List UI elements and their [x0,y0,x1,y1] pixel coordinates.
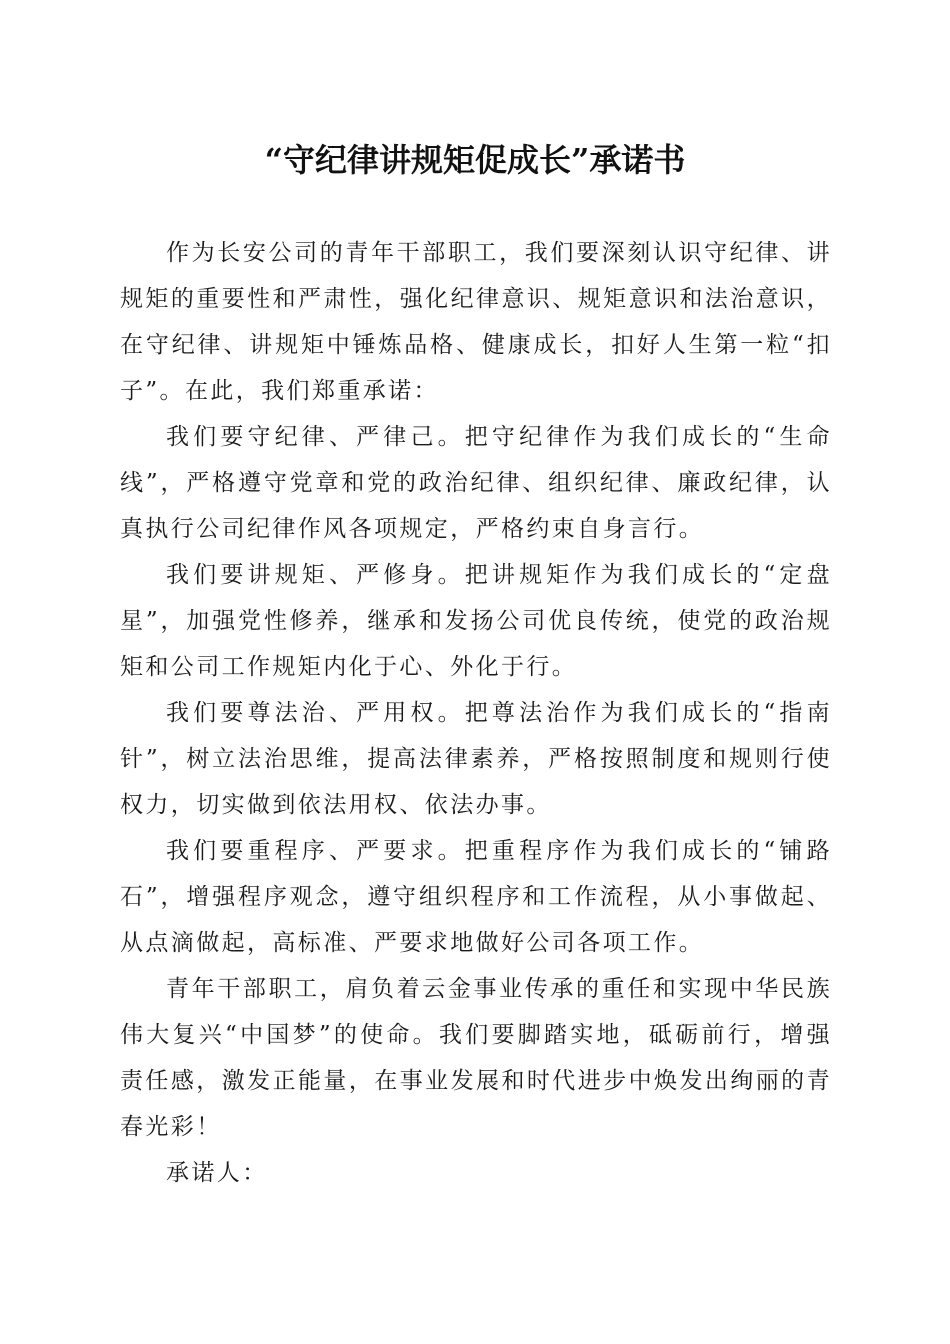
paragraph-rules: 我们要讲规矩、严修身。把讲规矩作为我们成长的“定盘星”，加强党性修养，继承和发扬公司优良传统，使党的政治规矩和公司工作规矩内化于心、外化于行。 [120,562,832,680]
paragraph-closing: 青年干部职工，肩负着云金事业传承的重任和实现中华民族伟大复兴“中国梦”的使命。我们要脚踏实地，砥砺前行，增强责任感，激发正能量，在事业发展和时代进步中焕发出绚丽的青春光彩！ [120,976,832,1140]
document-body [120,230,832,1196]
document-title: “守纪律讲规矩促成长”承诺书 [264,141,686,179]
paragraph-procedure: 我们要重程序、严要求。把重程序作为我们成长的“铺路石”，增强程序观念，遵守组织程序和工作流程，从小事做起、从点滴做起，高标准、严要求地做好公司各项工作。 [120,838,832,956]
paragraph-discipline: 我们要守纪律、严律己。把守纪律作为我们成长的“生命线”，严格遵守党章和党的政治纪律、组织纪律、廉政纪律，认真执行公司纪律作风各项规定，严格约束自身言行。 [120,424,832,542]
signature-label: 承诺人： [166,1160,268,1186]
paragraph-rule-of-law: 我们要尊法治、严用权。把尊法治作为我们成长的“指南针”，树立法治思维，提高法律素养，严格按照制度和规则行使权力，切实做到依法用权、依法办事。 [120,700,832,818]
paragraph-intro: 作为长安公司的青年干部职工，我们要深刻认识守纪律、讲规矩的重要性和严肃性，强化纪律意识、规矩意识和法治意识，在守纪律、讲规矩中锤炼品格、健康成长，扣好人生第一粒“扣子”。在此，我们郑重承诺： [120,240,832,404]
